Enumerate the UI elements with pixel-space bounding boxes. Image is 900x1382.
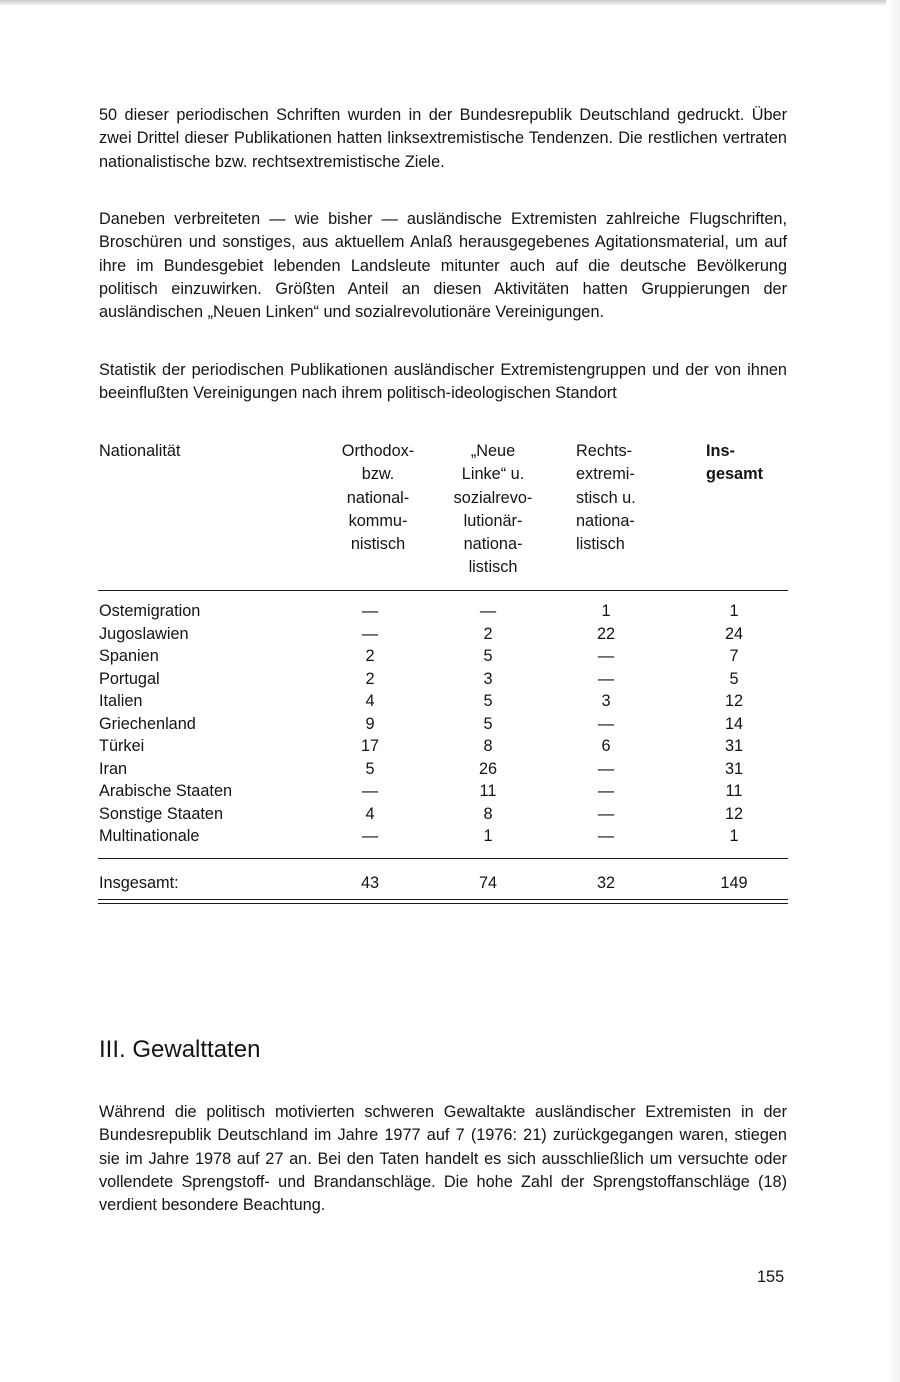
cell-right: —	[597, 759, 615, 778]
header-total: Ins- gesamt	[706, 442, 764, 484]
table-totals-row	[0, 872, 900, 895]
totals-new-left: 74	[478, 874, 498, 892]
totals-total: 149	[720, 874, 748, 892]
cell-nationality: Ostemigration	[99, 602, 201, 620]
header-orthodox: Orthodox- bzw. national- kommu- nistisch	[341, 442, 415, 554]
cell-orthodox: 2	[365, 669, 375, 688]
cell-nationality: Griechenland	[99, 714, 196, 733]
table-bottom-rule-1	[98, 899, 788, 900]
cell-total: 5	[729, 669, 739, 688]
cell-nationality: Portugal	[99, 669, 160, 688]
totals-label: Insgesamt:	[99, 874, 179, 892]
cell-nationality: Jugoslawien	[99, 624, 189, 643]
table-row	[0, 735, 900, 758]
cell-orthodox: —	[361, 782, 379, 800]
cell-total: 7	[729, 647, 739, 665]
cell-right: 6	[601, 737, 611, 755]
cell-new-left: 3	[483, 669, 493, 688]
cell-total: 24	[724, 624, 744, 643]
cell-new-left: —	[479, 602, 497, 620]
cell-new-left: 26	[478, 759, 498, 778]
cell-right: —	[597, 804, 615, 823]
cell-new-left: 5	[483, 692, 493, 710]
table-row	[0, 758, 900, 781]
cell-nationality: Iran	[99, 759, 128, 778]
table-totals-rule	[98, 858, 788, 859]
cell-orthodox: 4	[365, 692, 375, 710]
cell-new-left: 1	[483, 827, 493, 845]
cell-total: 31	[724, 737, 744, 755]
table-row	[0, 825, 900, 848]
cell-right: 3	[601, 692, 611, 710]
table-row	[0, 780, 900, 803]
cell-nationality: Spanien	[99, 647, 159, 665]
cell-nationality: Italien	[99, 692, 143, 710]
table-row	[0, 713, 900, 736]
table-row	[0, 803, 900, 826]
header-new-left: „Neue Linke“ u. sozialrevo- lutionär- nationa- listisch	[453, 442, 533, 577]
cell-right: —	[597, 669, 615, 688]
cell-new-left: 8	[483, 737, 493, 755]
cell-right: —	[597, 714, 615, 733]
cell-right: —	[597, 827, 615, 845]
cell-total: 11	[725, 782, 743, 800]
table-bottom-rule-2	[98, 903, 788, 904]
section-heading: III. Gewalttaten	[99, 1036, 261, 1063]
cell-new-left: 5	[483, 714, 493, 733]
table-caption: Statistik der periodischen Publikationen ausländischer Extremistengruppen und der von ihnen beeinflußten Vereinigungen nach ihrem politisch-ideologischen Standort	[99, 361, 787, 403]
cell-orthodox: —	[361, 624, 379, 643]
cell-right: —	[597, 782, 615, 800]
cell-nationality: Sonstige Staaten	[99, 804, 224, 823]
cell-total: 1	[729, 602, 739, 620]
table-row	[0, 600, 900, 623]
cell-total: 31	[724, 759, 744, 778]
cell-nationality: Arabische Staaten	[99, 782, 233, 800]
totals-orthodox: 43	[360, 874, 380, 892]
table-row	[0, 645, 900, 668]
paragraph-leaflets: Daneben verbreiteten — wie bisher — ausländische Extremisten zahlreiche Flugschriften, Broschüren und sonstiges, aus aktuellem Anlaß herausgegebenes Agitationsmaterial, um auf ihre im Bundesgebiet lebenden Landsleute mitunter auch auf die deutsche Bevölkerung politisch einzuwirken. Größten Anteil an diesen Aktivitäten hatten Gruppierungen der ausländischen „Neuen Linken“ und sozialrevolutionäre Vereinigungen.	[99, 210, 787, 322]
cell-orthodox: 17	[360, 737, 380, 755]
cell-right: 22	[596, 624, 616, 643]
cell-orthodox: 2	[365, 647, 375, 665]
table-row	[0, 623, 900, 646]
table-row	[0, 690, 900, 713]
cell-right: 1	[601, 602, 611, 620]
cell-total: 14	[724, 714, 744, 733]
table-header-rule	[98, 590, 788, 591]
totals-right: 32	[596, 874, 616, 892]
cell-nationality: Multinationale	[99, 827, 200, 845]
header-right-extremist: Rechts- extremi- stisch u. nationa- listisch	[576, 442, 636, 554]
cell-new-left: 2	[483, 624, 493, 643]
cell-orthodox: 4	[365, 804, 375, 823]
header-nationality: Nationalität	[99, 442, 181, 460]
cell-orthodox: —	[361, 827, 379, 845]
cell-new-left: 11	[479, 782, 497, 800]
page-number: 155	[757, 1268, 785, 1286]
cell-nationality: Türkei	[99, 737, 145, 755]
cell-new-left: 5	[483, 647, 493, 665]
cell-orthodox: 5	[365, 759, 375, 778]
cell-orthodox: 9	[365, 714, 375, 733]
table-row	[0, 668, 900, 691]
cell-total: 1	[729, 827, 739, 845]
cell-total: 12	[724, 692, 744, 710]
cell-total: 12	[724, 804, 744, 823]
cell-right: —	[597, 647, 615, 665]
page-top-edge	[0, 0, 900, 5]
paragraph-violence: Während die politisch motivierten schweren Gewaltakte ausländischer Extremisten in der Bundesrepublik Deutschland im Jahre 1977 auf 7 (1976: 21) zurückgegangen waren, stiegen sie im Jahre 1978 auf 27 an. Bei den Taten handelt es sich ausschließlich um versuchte oder vollendete Sprengstoff- und Brandanschläge. Die hohe Zahl der Sprengstoffanschläge (18) verdient besondere Beachtung.	[99, 1103, 787, 1215]
cell-orthodox: —	[361, 602, 379, 620]
paragraph-periodicals: 50 dieser periodischen Schriften wurden in der Bundesrepublik Deutschland gedruckt. Über zwei Drittel dieser Publikationen hatten linksextremistische Tendenzen. Die restlichen vertraten nationalistische bzw. rechtsextremistische Ziele.	[99, 106, 787, 171]
cell-new-left: 8	[483, 804, 493, 823]
